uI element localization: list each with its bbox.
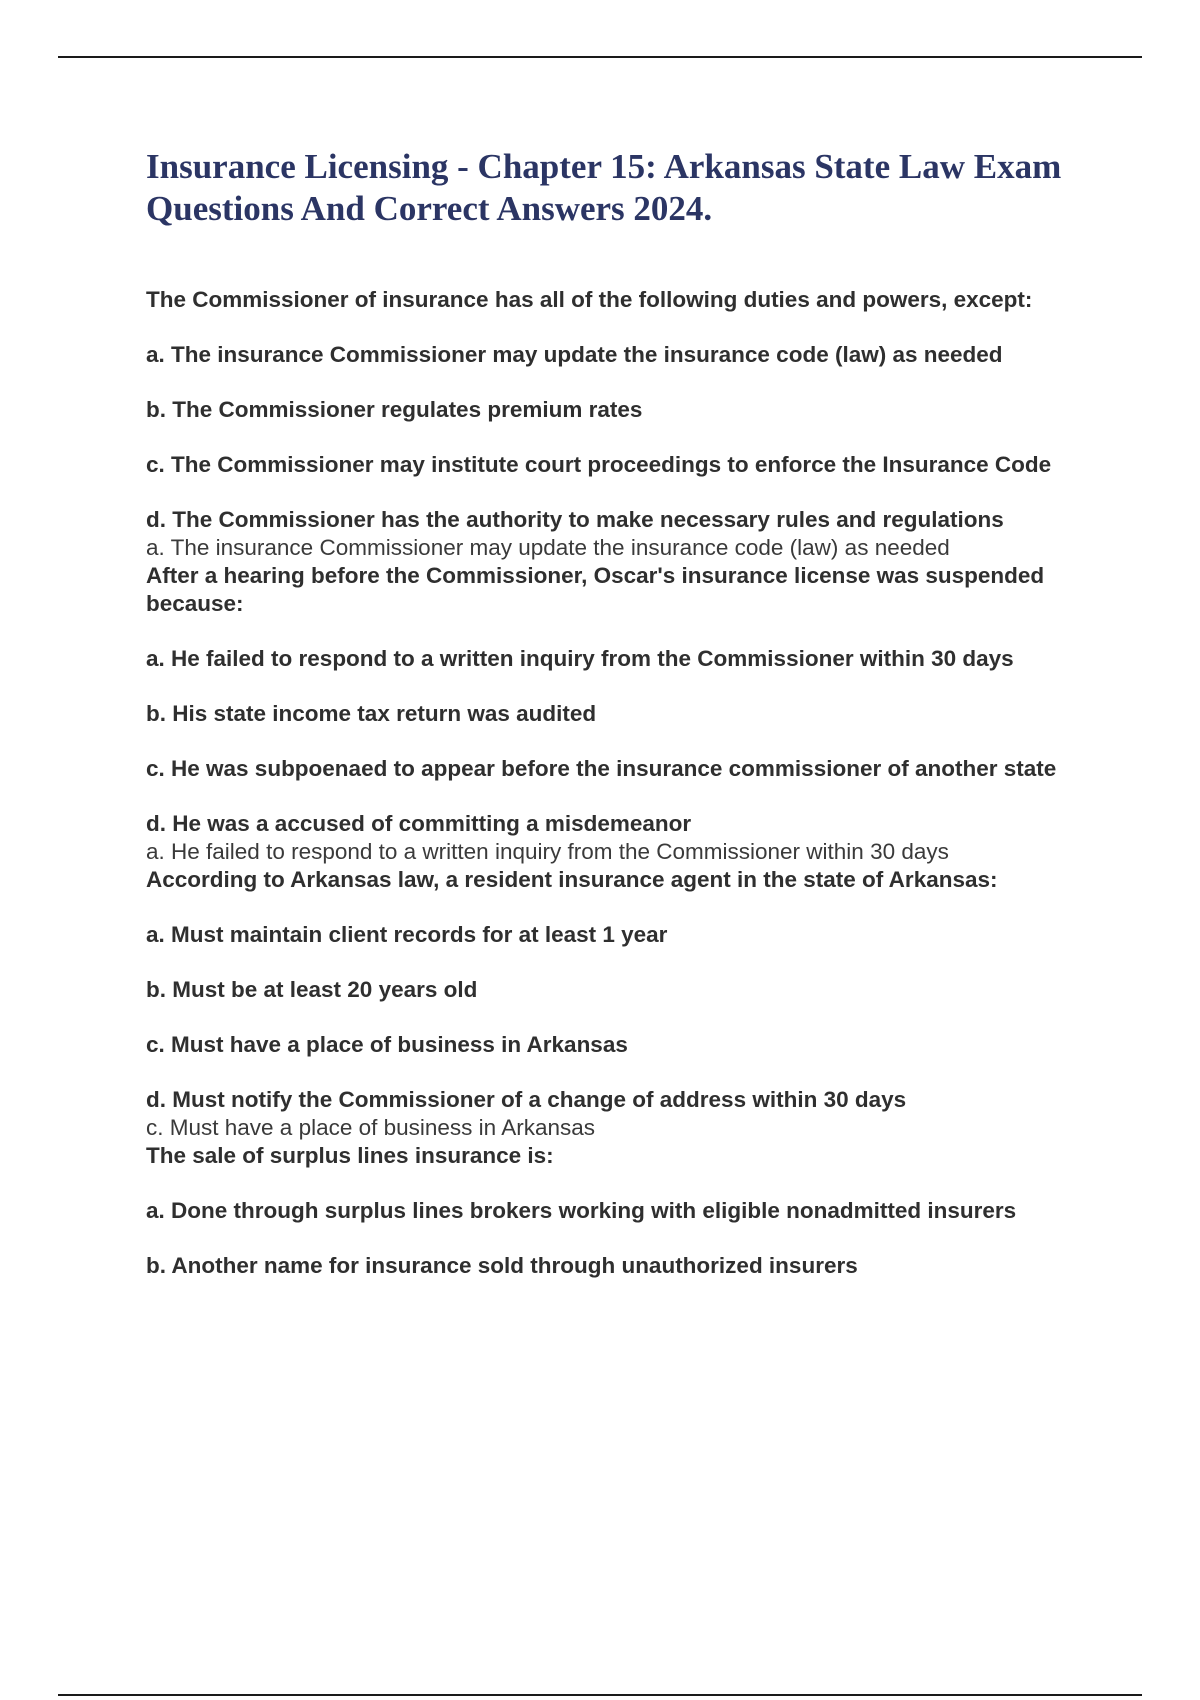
answer-option: b. Another name for insurance sold through unauthorized insurers (146, 1253, 858, 1278)
question-text: According to Arkansas law, a resident insurance agent in the state of Arkansas: (146, 867, 998, 892)
top-rule (58, 56, 1142, 58)
question-text: After a hearing before the Commissioner, Oscar's insurance license was suspended because: (146, 563, 1045, 616)
correct-answer: c. Must have a place of business in Arkansas (146, 1115, 595, 1140)
question-block (146, 866, 1066, 1142)
correct-answer: a. He failed to respond to a written inquiry from the Commissioner within 30 days (146, 839, 949, 864)
correct-answer: a. The insurance Commissioner may update the insurance code (law) as needed (146, 535, 950, 560)
answer-option: a. The insurance Commissioner may update the insurance code (law) as needed (146, 342, 1003, 367)
answer-option: b. His state income tax return was audited (146, 701, 597, 726)
answer-option: b. Must be at least 20 years old (146, 977, 478, 1002)
question-block (146, 1142, 1066, 1280)
document-title: Insurance Licensing - Chapter 15: Arkansas State Law Exam Questions And Correct Answers 2024. (146, 147, 1062, 228)
question-list (146, 286, 1066, 1280)
answer-option: a. Done through surplus lines brokers working with eligible nonadmitted insurers (146, 1198, 1017, 1223)
answer-option: b. The Commissioner regulates premium rates (146, 397, 643, 422)
bottom-rule (58, 1694, 1142, 1696)
answer-option: d. The Commissioner has the authority to make necessary rules and regulations (146, 507, 1004, 532)
question-block (146, 286, 1066, 562)
answer-option: a. Must maintain client records for at least 1 year (146, 922, 668, 947)
answer-option: d. Must notify the Commissioner of a change of address within 30 days (146, 1087, 907, 1112)
question-block (146, 562, 1066, 866)
question-text: The sale of surplus lines insurance is: (146, 1143, 554, 1168)
answer-option: c. He was subpoenaed to appear before the insurance commissioner of another state (146, 756, 1057, 781)
answer-option: c. The Commissioner may institute court proceedings to enforce the Insurance Code (146, 452, 1052, 477)
answer-option: c. Must have a place of business in Arkansas (146, 1032, 628, 1057)
answer-option: d. He was a accused of committing a misdemeanor (146, 811, 692, 836)
answer-option: a. He failed to respond to a written inquiry from the Commissioner within 30 days (146, 646, 1014, 671)
question-text: The Commissioner of insurance has all of the following duties and powers, except: (146, 287, 1033, 312)
